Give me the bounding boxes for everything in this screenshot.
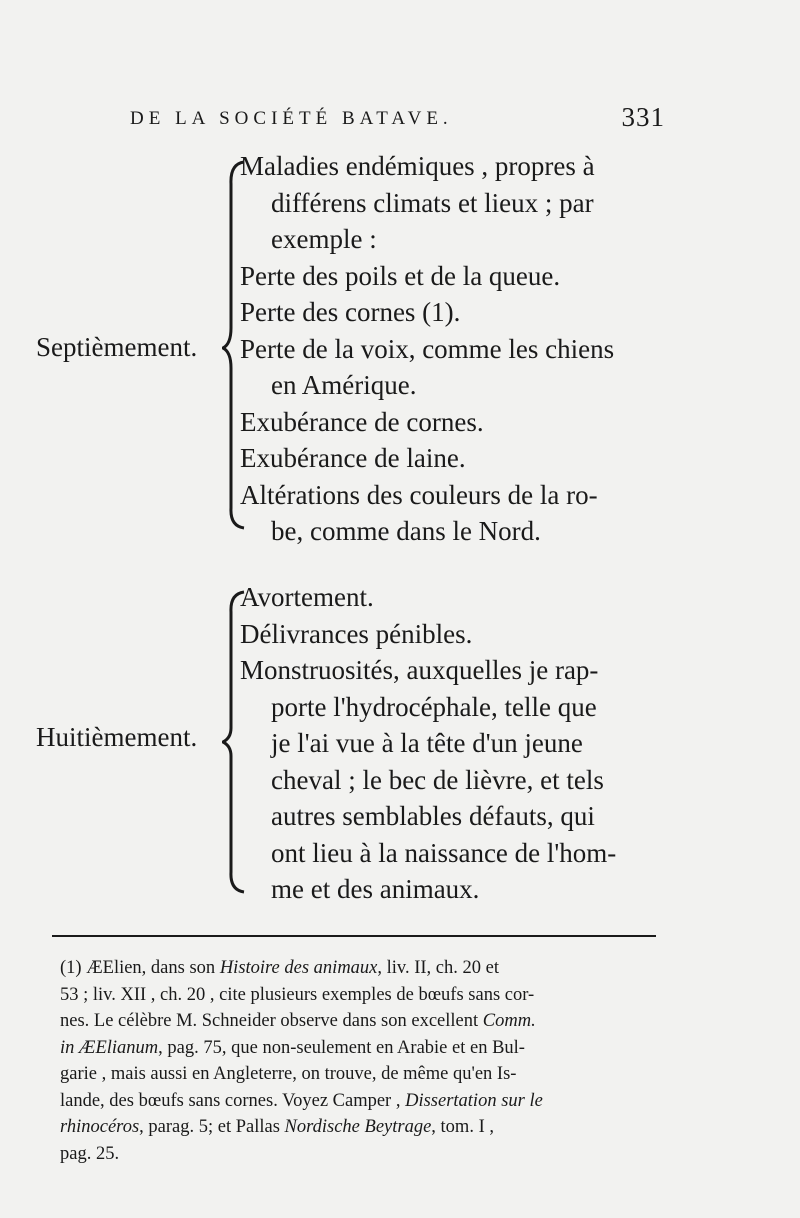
entry-line: Exubérance de laine. [240,443,466,473]
entry-line: porte l'hydrocéphale, telle que [271,691,597,722]
footnote [60,955,655,1167]
entry-line: ont lieu à la naissance de l'hom- [271,837,617,868]
footnote-line: in ÆElianum, pag. 75, que non-seulement en Arabie et en Bul- [60,1037,525,1058]
footnote-line: 53 ; liv. XII , ch. 20 , cite plusieurs exemples de bœufs sans cor- [60,984,535,1005]
entry-list [240,579,655,908]
footnote-line: nes. Le célèbre M. Schneider observe dans son excellent Comm. [60,1011,536,1031]
entry-line: autres semblables défauts, qui [271,801,595,831]
footnote-line: lande, des bœufs sans cornes. Voyez Camper , Dissertation sur le [60,1090,543,1111]
entry-line: Perte des poils et de la queue. [240,260,561,291]
entry-line: Maladies endémiques , propres à [240,151,595,181]
entry-line: Délivrances pénibles. [240,618,473,649]
entry-line: différens climats et lieux ; par [271,187,594,218]
entry-line: en Amérique. [271,370,417,400]
entry-line: Exubérance de cornes. [240,406,484,437]
footnote-rule [52,935,656,937]
entry-line: exemple : [271,224,377,254]
entry-line: be, comme dans le Nord. [271,516,541,546]
section-label: Septièmement. [36,332,198,362]
entry-line: je l'ai vue à la tête d'un jeune [271,728,583,758]
entry-line: Perte de la voix, comme les chiens [240,333,615,364]
footnote-line: pag. 25. [60,1143,120,1164]
entry-line: Monstruosités, auxquelles je rap- [240,655,599,685]
entry-line: me et des animaux. [271,874,480,904]
section-label: Huitièmement. [36,722,198,752]
entry-line: cheval ; le bec de lièvre, et tels [271,764,604,795]
footnote-line: rhinocéros, parag. 5; et Pallas Nordische Beytrage, tom. I , [60,1117,494,1137]
entry-line: Avortement. [240,582,374,612]
footnote-line: garie , mais aussi en Angleterre, on trouve, de même qu'en Is- [60,1064,517,1084]
footnote-line: (1) ÆElien, dans son Histoire des animaux, liv. II, ch. 20 et [60,958,499,978]
page-number: 331 [621,102,665,132]
running-header [130,102,665,132]
entry-line: Perte des cornes (1). [240,297,461,327]
running-title: DE LA SOCIÉTÉ BATAVE. [130,108,453,129]
entry-line: Altérations des couleurs de la ro- [240,479,598,510]
entry-list [240,148,655,550]
